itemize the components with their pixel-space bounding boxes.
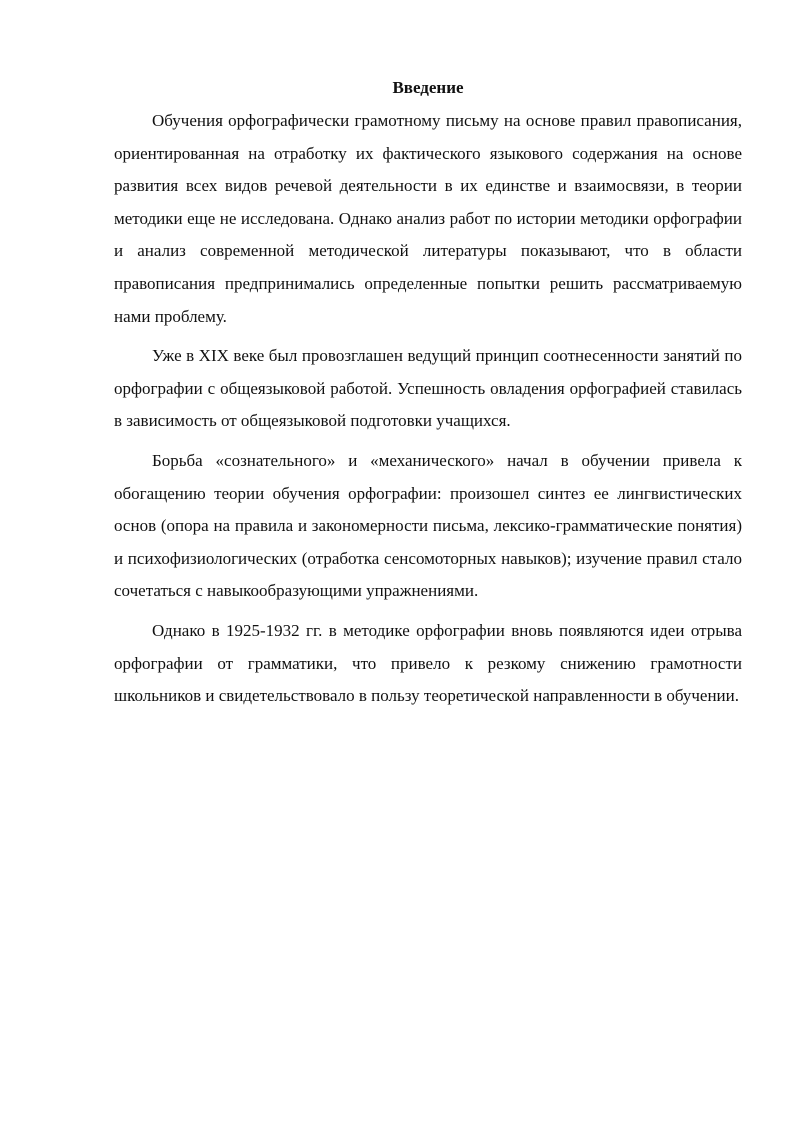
paragraph-2: Уже в XIX веке был провозглашен ведущий принцип соотнесенности занятий по орфографии с общеязыковой работой. Успешность овладения орфографией ставилась в зависимость от общеязыковой подготовки учащихся. bbox=[114, 346, 742, 431]
paragraph-4: Однако в 1925-1932 гг. в методике орфографии вновь появляются идеи отрыва орфографии от грамматики, что привело к резкому снижению грамотности школьников и свидетельствовало в пользу теоретической направленности в обучении. bbox=[114, 620, 742, 706]
paragraph-1: Обучения орфографически грамотному письму на основе правил правописания, ориентированная на отработку их фактического языкового содержания на основе развития всех видов речевой деятельности в их единстве и взаимосвязи, в теории методики еще не исследована. Однако анализ работ по истории методики орфографии и анализ современной методической литературы показывают, что в области правописания предпринимались определенные попытки решить рассматриваемую нами проблему. bbox=[114, 111, 742, 326]
paragraph-3: Борьба «сознательного» и «механического» начал в обучении привела к обогащению теории обучения орфографии: произошел синтез ее лингвистических основ (опора на правила и закономерности письма, лексико-грамматические понятия) и психофизиологических (отработка сенсомоторных навыков); изучение правил стало сочетаться с навыкообразующими упражнениями. bbox=[114, 450, 742, 601]
document-title: Введение bbox=[392, 78, 464, 97]
